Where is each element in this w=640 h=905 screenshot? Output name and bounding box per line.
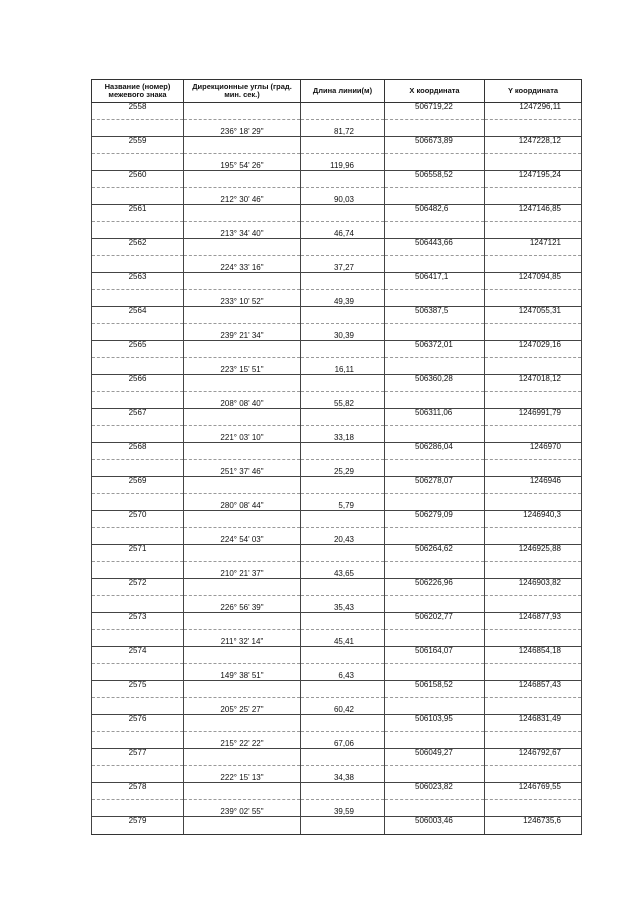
segment-row [92,324,582,341]
x-coordinate-cell [385,732,485,749]
x-coordinate-cell: 506719,22 [385,103,485,120]
line-length-cell [301,817,385,835]
mark-row [92,613,582,630]
segment-row [92,630,582,647]
mark-name-cell: 2579 [92,817,184,835]
line-length-cell: 55,82 [301,392,385,409]
direction-angle-cell [184,579,301,596]
line-length-cell [301,681,385,698]
line-length-cell [301,647,385,664]
direction-angle-cell: 236° 18' 29" [184,120,301,137]
y-coordinate-cell: 1246925,88 [485,545,582,562]
line-length-cell: 39,59 [301,800,385,817]
x-coordinate-cell [385,698,485,715]
y-coordinate-cell: 1247029,16 [485,341,582,358]
line-length-cell [301,103,385,120]
direction-angle-cell [184,749,301,766]
y-coordinate-cell [485,154,582,171]
x-coordinate-cell [385,256,485,273]
mark-name-cell: 2571 [92,545,184,562]
x-coordinate-cell: 506311,06 [385,409,485,426]
mark-name-cell [92,766,184,783]
x-coordinate-cell: 506049,27 [385,749,485,766]
mark-name-cell [92,188,184,205]
x-coordinate-cell: 506164,07 [385,647,485,664]
y-coordinate-cell: 1246769,55 [485,783,582,800]
y-coordinate-cell [485,290,582,307]
direction-angle-cell: 251° 37' 46" [184,460,301,477]
line-length-cell: 6,43 [301,664,385,681]
mark-name-cell: 2564 [92,307,184,324]
mark-row [92,477,582,494]
y-coordinate-cell [485,222,582,239]
mark-name-cell [92,154,184,171]
y-coordinate-cell [485,120,582,137]
mark-name-cell [92,256,184,273]
line-length-cell [301,477,385,494]
y-coordinate-cell [485,800,582,817]
y-coordinate-cell [485,494,582,511]
x-coordinate-cell: 506482,6 [385,205,485,222]
x-coordinate-cell [385,188,485,205]
line-length-cell [301,613,385,630]
x-coordinate-cell: 506372,01 [385,341,485,358]
mark-name-cell [92,358,184,375]
line-length-cell: 90,03 [301,188,385,205]
mark-name-cell: 2570 [92,511,184,528]
mark-row [92,443,582,460]
line-length-cell [301,273,385,290]
mark-row [92,307,582,324]
line-length-cell: 45,41 [301,630,385,647]
segment-row [92,392,582,409]
line-length-cell [301,749,385,766]
mark-name-cell [92,528,184,545]
mark-row [92,103,582,120]
direction-angle-cell: 213° 34' 40" [184,222,301,239]
line-length-cell [301,443,385,460]
direction-angle-cell [184,443,301,460]
boundary-marks-table [91,79,582,835]
header-mark-name: Название (номер) межевого знака [92,80,184,103]
line-length-cell: 20,43 [301,528,385,545]
mark-row [92,749,582,766]
mark-name-cell: 2574 [92,647,184,664]
segment-row [92,120,582,137]
direction-angle-cell: 210° 21' 37" [184,562,301,579]
line-length-cell [301,511,385,528]
x-coordinate-cell [385,154,485,171]
mark-name-cell: 2576 [92,715,184,732]
y-coordinate-cell: 1246946 [485,477,582,494]
x-coordinate-cell: 506003,46 [385,817,485,835]
y-coordinate-cell: 1247195,24 [485,171,582,188]
mark-name-cell: 2569 [92,477,184,494]
y-coordinate-cell: 1247296,11 [485,103,582,120]
x-coordinate-cell [385,120,485,137]
mark-name-cell: 2577 [92,749,184,766]
mark-row [92,137,582,154]
y-coordinate-cell: 1247055,31 [485,307,582,324]
direction-angle-cell: 211° 32' 14" [184,630,301,647]
line-length-cell [301,205,385,222]
mark-row [92,817,582,835]
direction-angle-cell [184,307,301,324]
direction-angle-cell [184,783,301,800]
mark-row [92,171,582,188]
mark-name-cell [92,698,184,715]
mark-name-cell: 2559 [92,137,184,154]
direction-angle-cell [184,613,301,630]
line-length-cell [301,409,385,426]
line-length-cell [301,783,385,800]
segment-row [92,256,582,273]
direction-angle-cell [184,273,301,290]
mark-name-cell [92,426,184,443]
x-coordinate-cell [385,596,485,613]
header-x-coordinate: X координата [385,80,485,103]
x-coordinate-cell [385,664,485,681]
x-coordinate-cell [385,460,485,477]
direction-angle-cell [184,375,301,392]
segment-row [92,154,582,171]
x-coordinate-cell: 506387,5 [385,307,485,324]
x-coordinate-cell [385,562,485,579]
direction-angle-cell: 224° 54' 03" [184,528,301,545]
direction-angle-cell [184,137,301,154]
y-coordinate-cell: 1246903,82 [485,579,582,596]
mark-name-cell [92,392,184,409]
direction-angle-cell: 239° 21' 34" [184,324,301,341]
mark-name-cell: 2563 [92,273,184,290]
segment-row [92,562,582,579]
y-coordinate-cell: 1246735,6 [485,817,582,835]
direction-angle-cell: 195° 54' 26" [184,154,301,171]
x-coordinate-cell: 506158,52 [385,681,485,698]
segment-row [92,664,582,681]
mark-row [92,239,582,256]
x-coordinate-cell: 506417,1 [385,273,485,290]
x-coordinate-cell [385,800,485,817]
mark-row [92,273,582,290]
segment-row [92,358,582,375]
segment-row [92,494,582,511]
y-coordinate-cell [485,426,582,443]
line-length-cell: 25,29 [301,460,385,477]
direction-angle-cell [184,817,301,835]
header-direction-angle: Дирекционные углы (град. мин. сек.) [184,80,301,103]
mark-row [92,647,582,664]
y-coordinate-cell: 1246940,3 [485,511,582,528]
direction-angle-cell: 226° 56' 39" [184,596,301,613]
y-coordinate-cell [485,358,582,375]
segment-row [92,528,582,545]
y-coordinate-cell: 1246831,49 [485,715,582,732]
line-length-cell: 30,39 [301,324,385,341]
line-length-cell: 43,65 [301,562,385,579]
mark-row [92,783,582,800]
y-coordinate-cell [485,562,582,579]
line-length-cell: 16,11 [301,358,385,375]
direction-angle-cell: 222° 15' 13" [184,766,301,783]
x-coordinate-cell [385,630,485,647]
direction-angle-cell [184,647,301,664]
mark-row [92,375,582,392]
segment-row [92,460,582,477]
direction-angle-cell [184,239,301,256]
line-length-cell [301,715,385,732]
direction-angle-cell: 208° 08' 40" [184,392,301,409]
direction-angle-cell [184,171,301,188]
line-length-cell: 49,39 [301,290,385,307]
mark-name-cell [92,290,184,307]
segment-row [92,188,582,205]
mark-row [92,545,582,562]
line-length-cell: 34,38 [301,766,385,783]
mark-name-cell [92,120,184,137]
direction-angle-cell: 205° 25' 27" [184,698,301,715]
y-coordinate-cell [485,188,582,205]
direction-angle-cell: 224° 33' 16" [184,256,301,273]
x-coordinate-cell: 506286,04 [385,443,485,460]
direction-angle-cell: 280° 08' 44" [184,494,301,511]
mark-name-cell [92,630,184,647]
y-coordinate-cell [485,392,582,409]
mark-row [92,579,582,596]
y-coordinate-cell: 1247146,85 [485,205,582,222]
y-coordinate-cell [485,256,582,273]
y-coordinate-cell: 1246991,79 [485,409,582,426]
mark-name-cell: 2566 [92,375,184,392]
line-length-cell [301,545,385,562]
mark-name-cell: 2568 [92,443,184,460]
y-coordinate-cell [485,596,582,613]
direction-angle-cell: 223° 15' 51" [184,358,301,375]
x-coordinate-cell [385,290,485,307]
line-length-cell [301,307,385,324]
x-coordinate-cell: 506103,95 [385,715,485,732]
direction-angle-cell [184,681,301,698]
y-coordinate-cell [485,664,582,681]
segment-row [92,766,582,783]
x-coordinate-cell: 506264,62 [385,545,485,562]
mark-name-cell [92,800,184,817]
mark-name-cell [92,664,184,681]
mark-name-cell: 2575 [92,681,184,698]
mark-name-cell: 2567 [92,409,184,426]
y-coordinate-cell: 1247094,85 [485,273,582,290]
x-coordinate-cell [385,528,485,545]
mark-row [92,715,582,732]
y-coordinate-cell: 1246970 [485,443,582,460]
mark-name-cell [92,562,184,579]
y-coordinate-cell [485,698,582,715]
mark-name-cell [92,460,184,477]
y-coordinate-cell: 1246857,43 [485,681,582,698]
mark-name-cell [92,324,184,341]
y-coordinate-cell [485,766,582,783]
mark-name-cell [92,732,184,749]
y-coordinate-cell [485,732,582,749]
line-length-cell: 35,43 [301,596,385,613]
segment-row [92,698,582,715]
y-coordinate-cell [485,528,582,545]
x-coordinate-cell: 506279,09 [385,511,485,528]
header-row [92,80,582,103]
line-length-cell [301,579,385,596]
table-body [92,103,582,835]
x-coordinate-cell: 506226,96 [385,579,485,596]
line-length-cell: 119,96 [301,154,385,171]
x-coordinate-cell [385,358,485,375]
direction-angle-cell [184,205,301,222]
mark-name-cell: 2573 [92,613,184,630]
x-coordinate-cell: 506443,66 [385,239,485,256]
mark-name-cell: 2565 [92,341,184,358]
mark-name-cell: 2561 [92,205,184,222]
line-length-cell [301,239,385,256]
x-coordinate-cell: 506278,07 [385,477,485,494]
line-length-cell: 46,74 [301,222,385,239]
line-length-cell: 81,72 [301,120,385,137]
mark-name-cell: 2572 [92,579,184,596]
x-coordinate-cell [385,426,485,443]
y-coordinate-cell [485,630,582,647]
segment-row [92,732,582,749]
y-coordinate-cell: 1246877,93 [485,613,582,630]
mark-name-cell: 2562 [92,239,184,256]
mark-name-cell: 2560 [92,171,184,188]
y-coordinate-cell: 1246854,18 [485,647,582,664]
mark-row [92,341,582,358]
direction-angle-cell [184,545,301,562]
direction-angle-cell: 239° 02' 55" [184,800,301,817]
mark-row [92,205,582,222]
segment-row [92,426,582,443]
y-coordinate-cell: 1247228,12 [485,137,582,154]
table-header [92,80,582,103]
direction-angle-cell: 149° 38' 51" [184,664,301,681]
x-coordinate-cell [385,392,485,409]
mark-row [92,681,582,698]
mark-name-cell [92,596,184,613]
direction-angle-cell [184,103,301,120]
mark-row [92,409,582,426]
direction-angle-cell: 221° 03' 10" [184,426,301,443]
x-coordinate-cell [385,222,485,239]
header-y-coordinate: Y координата [485,80,582,103]
direction-angle-cell [184,477,301,494]
direction-angle-cell [184,409,301,426]
x-coordinate-cell: 506360,28 [385,375,485,392]
line-length-cell [301,171,385,188]
mark-name-cell [92,494,184,511]
mark-row [92,511,582,528]
segment-row [92,222,582,239]
y-coordinate-cell: 1246792,67 [485,749,582,766]
line-length-cell: 60,42 [301,698,385,715]
line-length-cell [301,375,385,392]
line-length-cell: 37,27 [301,256,385,273]
mark-name-cell [92,222,184,239]
line-length-cell: 33,18 [301,426,385,443]
mark-name-cell: 2578 [92,783,184,800]
direction-angle-cell [184,341,301,358]
x-coordinate-cell: 506202,77 [385,613,485,630]
segment-row [92,290,582,307]
y-coordinate-cell: 1247121 [485,239,582,256]
y-coordinate-cell [485,460,582,477]
y-coordinate-cell: 1247018,12 [485,375,582,392]
x-coordinate-cell [385,766,485,783]
x-coordinate-cell: 506673,89 [385,137,485,154]
x-coordinate-cell [385,324,485,341]
direction-angle-cell [184,511,301,528]
direction-angle-cell: 215° 22' 22" [184,732,301,749]
x-coordinate-cell [385,494,485,511]
line-length-cell: 5,79 [301,494,385,511]
mark-name-cell: 2558 [92,103,184,120]
direction-angle-cell: 212° 30' 46" [184,188,301,205]
x-coordinate-cell: 506558,52 [385,171,485,188]
x-coordinate-cell: 506023,82 [385,783,485,800]
y-coordinate-cell [485,324,582,341]
direction-angle-cell [184,715,301,732]
line-length-cell [301,137,385,154]
segment-row [92,596,582,613]
direction-angle-cell: 233° 10' 52" [184,290,301,307]
segment-row [92,800,582,817]
line-length-cell: 67,06 [301,732,385,749]
header-line-length: Длина линии(м) [301,80,385,103]
line-length-cell [301,341,385,358]
